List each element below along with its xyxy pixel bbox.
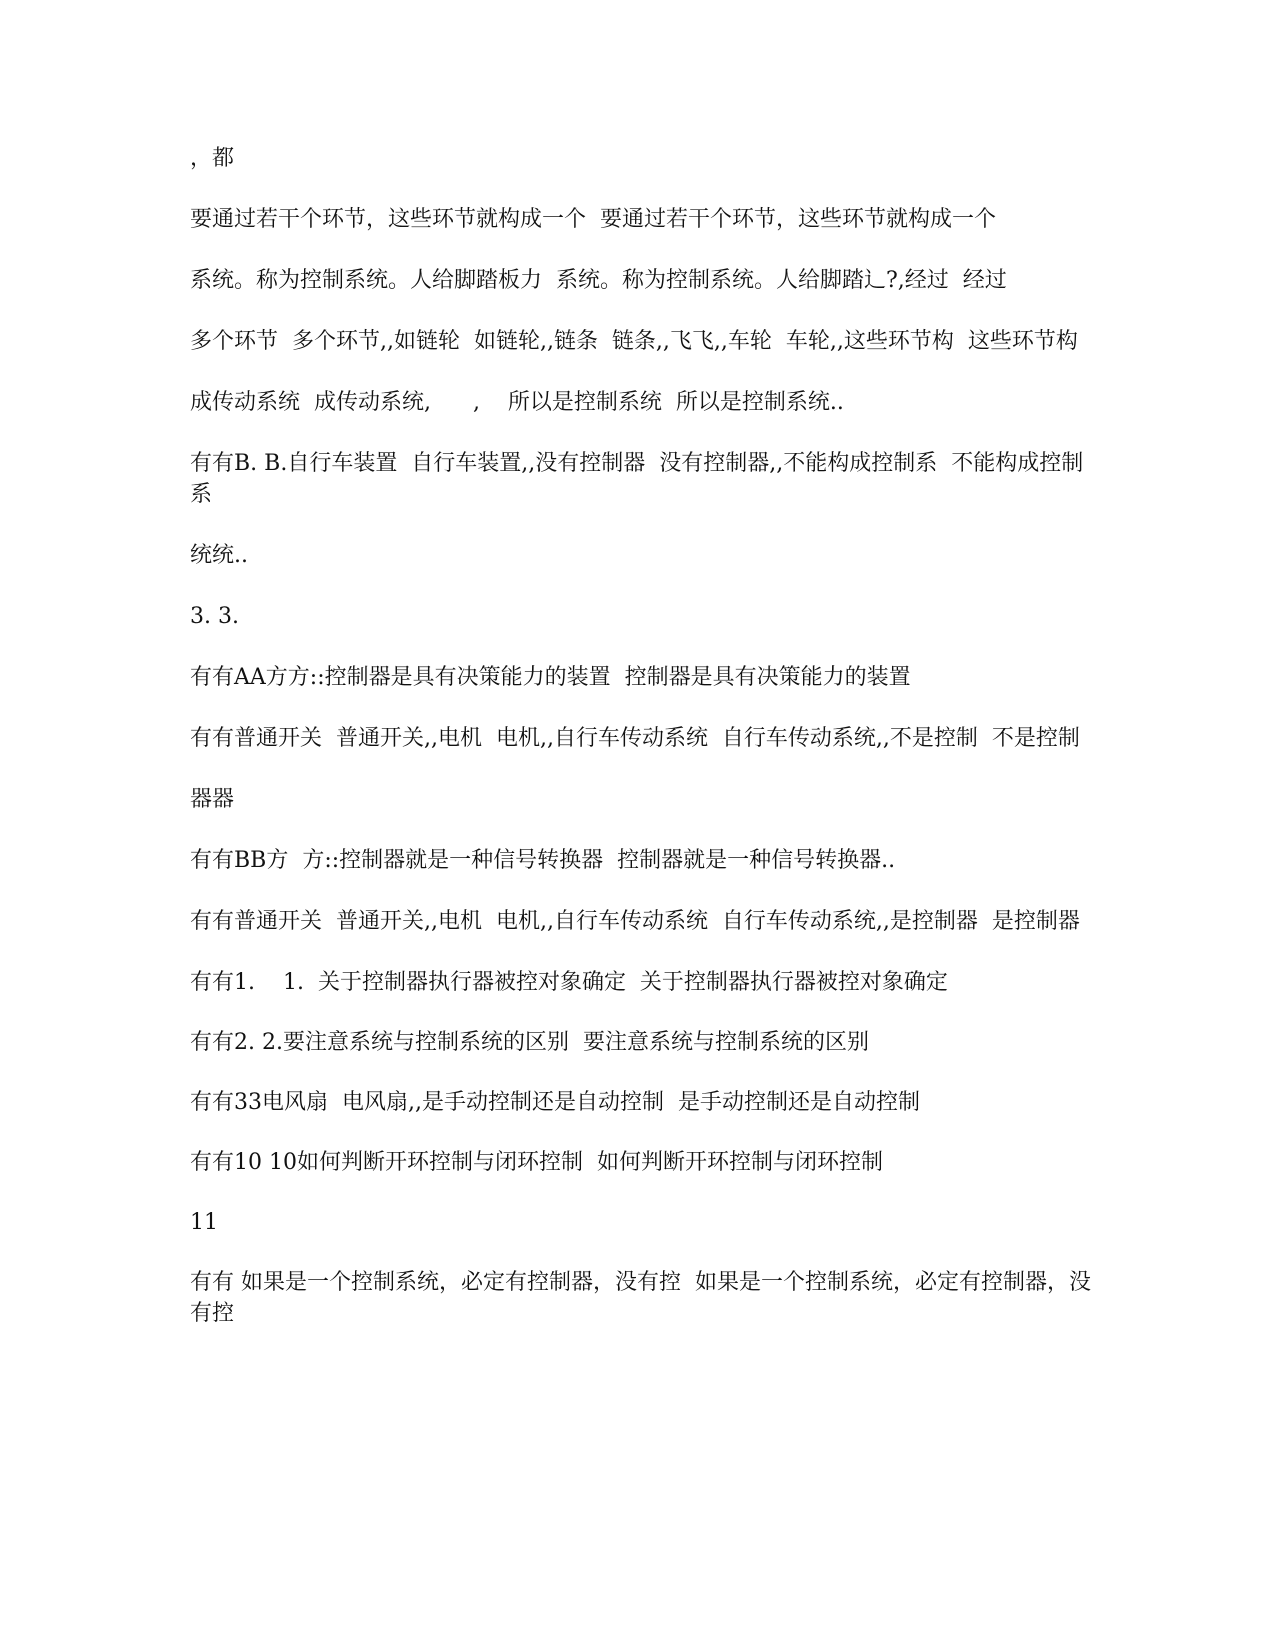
paragraph-18: 11 bbox=[190, 1210, 218, 1235]
paragraph-6: 有有B. B.自行车装置 自行车装置,,没有控制器 没有控制器,,不能构成控制系 不能构成控制系 bbox=[190, 451, 1084, 507]
paragraph-2: 要通过若干个环节，这些环节就构成一个 要通过若干个环节，这些环节就构成一个 bbox=[190, 207, 996, 232]
paragraph-1: ，都 bbox=[190, 146, 235, 171]
paragraph-17: 有有10 10如何判断开环控制与闭环控制 如何判断开环控制与闭环控制 bbox=[190, 1150, 883, 1175]
paragraph-12: 有有BB方 方::控制器就是一种信号转换器 控制器就是一种信号转换器.. bbox=[190, 848, 896, 873]
paragraph-13: 有有普通开关 普通开关,,电机 电机,,自行车传动系统 自行车传动系统,,是控制器 是控制器 bbox=[190, 909, 1080, 934]
paragraph-4: 多个环节 多个环节,,如链轮 如链轮,,链条 链条,,飞飞,,车轮 车轮,,这些环节构 这些环节构 bbox=[190, 329, 1078, 354]
paragraph-15: 有有2. 2.要注意系统与控制系统的区别 要注意系统与控制系统的区别 bbox=[190, 1030, 869, 1055]
paragraph-19: 有有 如果是一个控制系统，必定有控制器，没有控 如果是一个控制系统，必定有控制器，没有控 bbox=[190, 1270, 1091, 1326]
paragraph-11: 器器 bbox=[190, 787, 235, 812]
paragraph-5: 成传动系统 成传动系统, , 所以是控制系统 所以是控制系统.. bbox=[190, 390, 844, 415]
paragraph-14: 有有1. 1. 关于控制器执行器被控对象确定 关于控制器执行器被控对象确定 bbox=[190, 970, 948, 995]
paragraph-16: 有有33电风扇 电风扇,,是手动控制还是自动控制 是手动控制还是自动控制 bbox=[190, 1090, 920, 1115]
document-body bbox=[190, 143, 1100, 1329]
paragraph-10: 有有普通开关 普通开关,,电机 电机,,自行车传动系统 自行车传动系统,,不是控制 不是控制 bbox=[190, 726, 1080, 751]
paragraph-7: 统统.. bbox=[190, 543, 248, 568]
paragraph-3: 系统。称为控制系统。人给脚踏板力 系统。称为控制系统。人给脚踏辶?,经过 经过 bbox=[190, 268, 1007, 293]
paragraph-9: 有有AA方方::控制器是具有决策能力的装置 控制器是具有决策能力的装置 bbox=[190, 665, 911, 690]
paragraph-8: 3. 3. bbox=[190, 604, 239, 629]
